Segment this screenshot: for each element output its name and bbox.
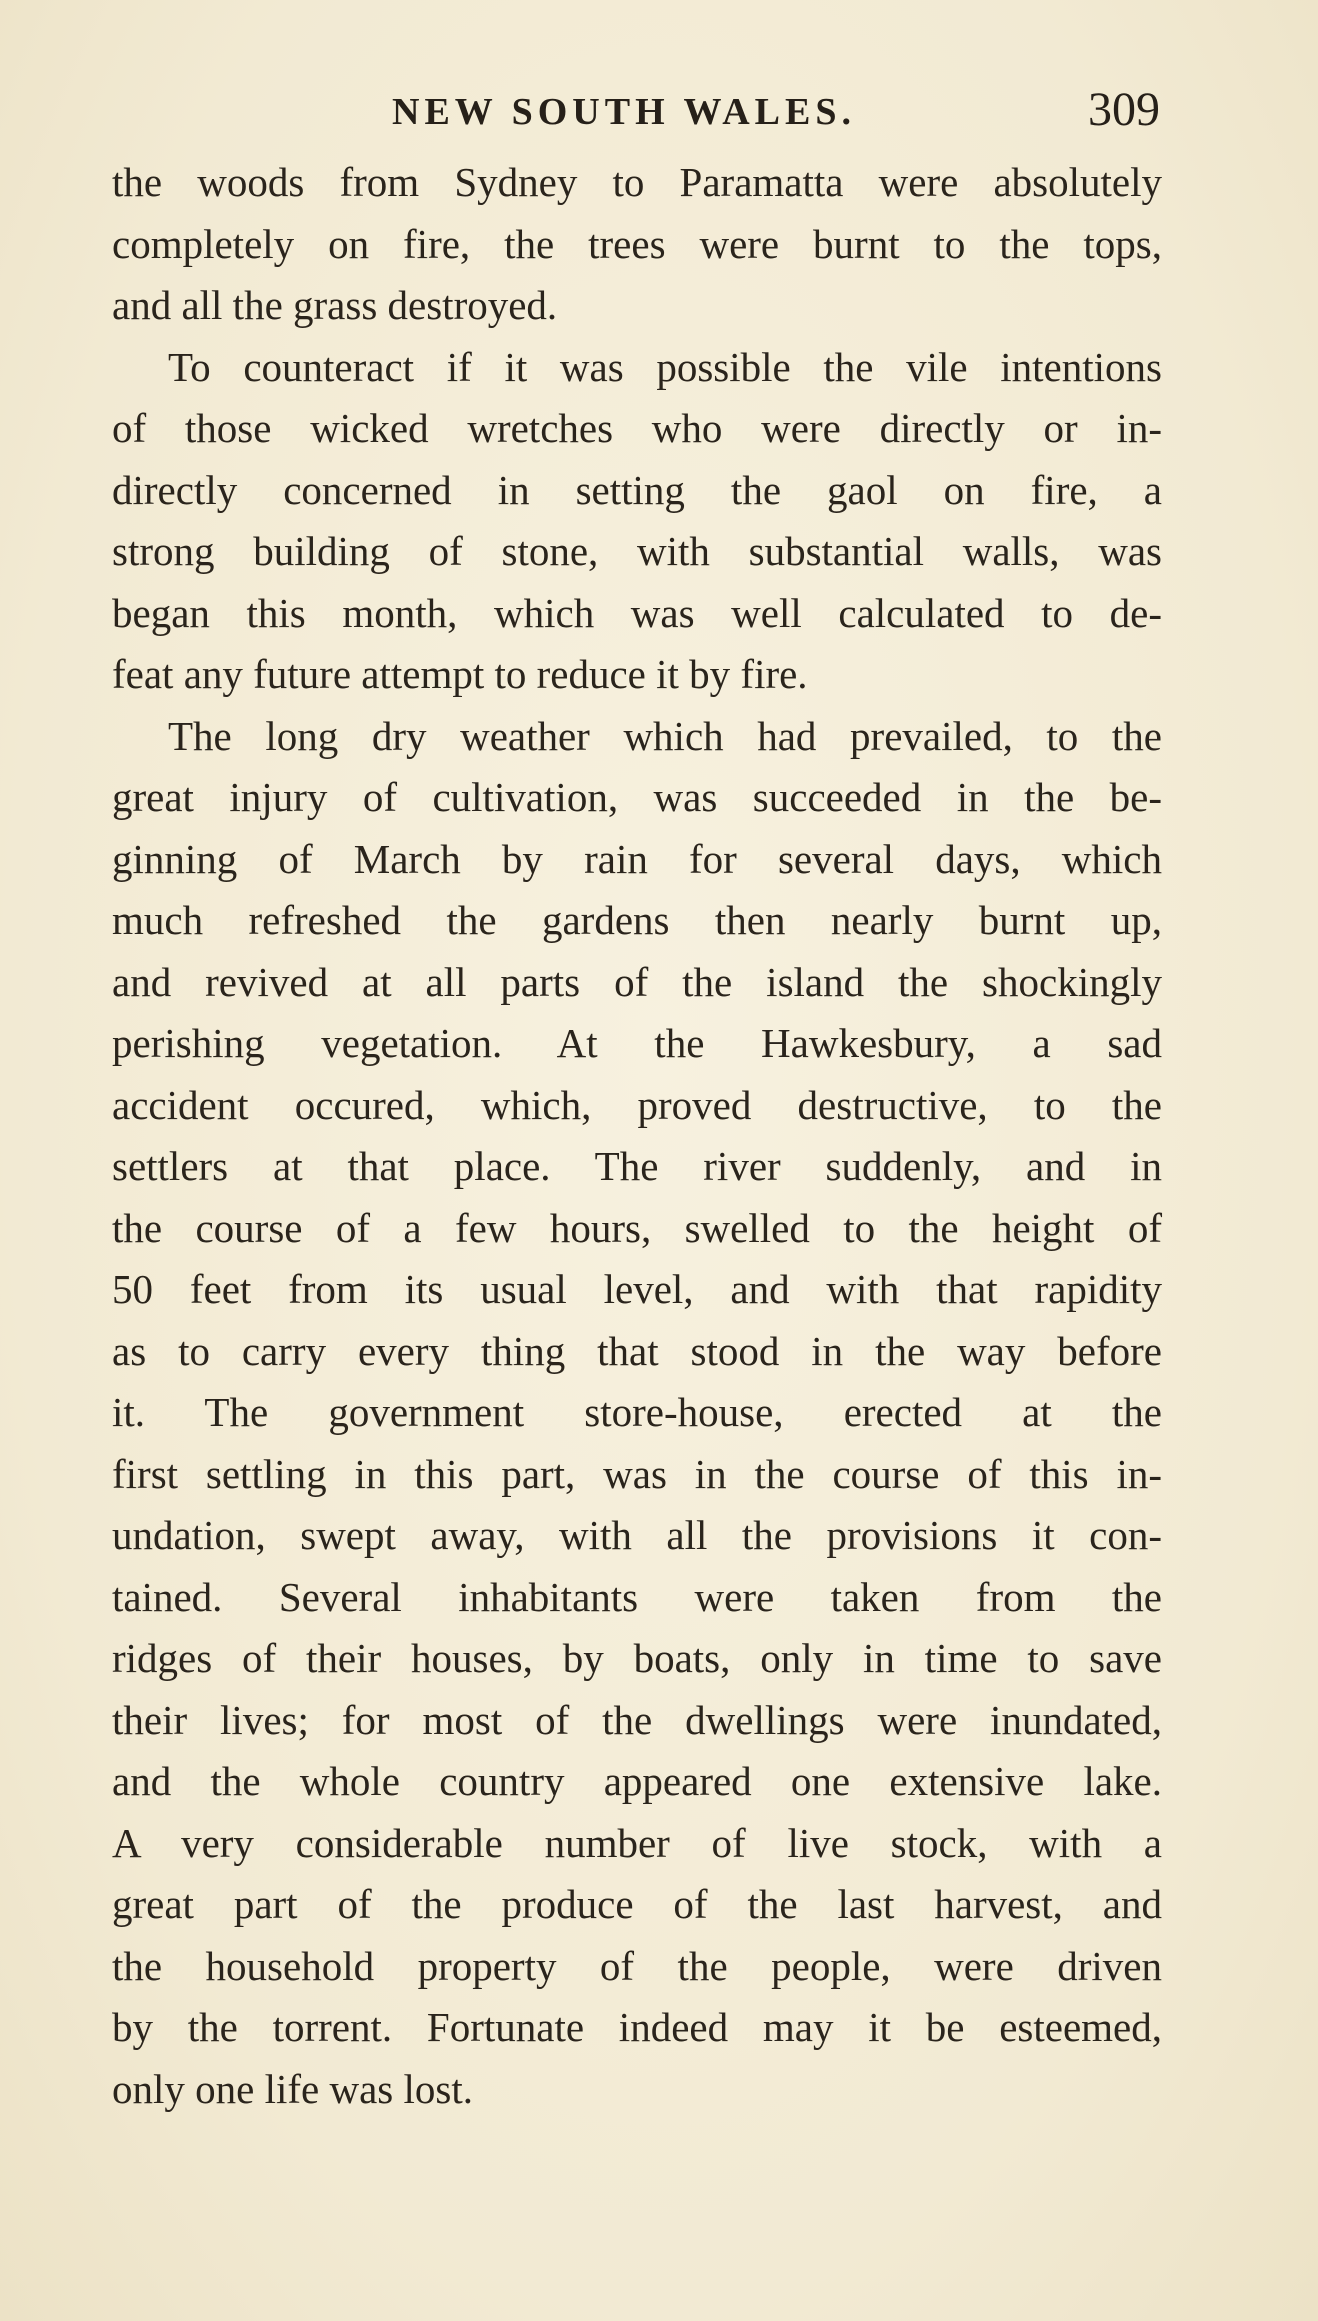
text-line: only one life was lost. — [112, 2065, 473, 2112]
text-line: much refreshed the gardens then nearly burnt up, — [112, 897, 1162, 943]
text-line: first settling in this part, was in the course of this in- — [112, 1450, 1162, 1497]
text-line: by the torrent. Fortunate indeed may it be esteemed, — [112, 2004, 1162, 2050]
text-line: and revived at all parts of the island the shockingly — [112, 958, 1162, 1005]
text-line: completely on fire, the trees were burnt to the tops, — [112, 220, 1162, 267]
text-line: the woods from Sydney to Paramatta were absolutely — [112, 159, 1162, 205]
text-line: feat any future attempt to reduce it by fire. — [112, 651, 808, 697]
text-line: 50 feet from its usual level, and with that rapidity — [112, 1266, 1162, 1312]
text-line: settlers at that place. The river suddenly, and in — [112, 1143, 1162, 1189]
text-line: and all the grass destroyed. — [112, 282, 558, 328]
text-line: their lives; for most of the dwellings were inundated, — [112, 1696, 1162, 1743]
text-line: great injury of cultivation, was succeeded in the be- — [112, 774, 1162, 820]
text-line: great part of the produce of the last harvest, and — [112, 1881, 1162, 1927]
text-line: of those wicked wretches who were directly or in- — [112, 405, 1162, 451]
text-line: began this month, which was well calculated to de- — [112, 589, 1162, 636]
page-header — [110, 82, 1160, 142]
text-line: A very considerable number of live stock, with a — [112, 1819, 1162, 1866]
text-line: it. The government store-house, erected at the — [112, 1389, 1162, 1435]
text-line: the course of a few hours, swelled to the height of — [112, 1204, 1162, 1251]
text-line: perishing vegetation. At the Hawkesbury, a sad — [112, 1020, 1162, 1066]
body-text — [112, 152, 1162, 2120]
text-line: ginning of March by rain for several days, which — [112, 835, 1162, 882]
text-line: ridges of their houses, by boats, only in time to save — [112, 1635, 1162, 1681]
text-line: undation, swept away, with all the provisions it con- — [112, 1512, 1162, 1558]
text-line: and the whole country appeared one extensive lake. — [112, 1758, 1162, 1804]
text-line: directly concerned in setting the gaol on fire, a — [112, 466, 1162, 513]
text-line: accident occured, which, proved destructive, to the — [112, 1081, 1162, 1128]
text-line: To counteract if it was possible the vile intentions — [168, 343, 1162, 390]
text-line: The long dry weather which had prevailed, to the — [168, 712, 1162, 759]
text-line: strong building of stone, with substantial walls, was — [112, 528, 1162, 574]
text-line: tained. Several inhabitants were taken from the — [112, 1573, 1162, 1620]
text-line: as to carry every thing that stood in the way before — [112, 1327, 1162, 1374]
running-title: NEW SOUTH WALES. — [392, 91, 857, 133]
page-number: 309 — [1088, 83, 1160, 136]
text-line: the household property of the people, were driven — [112, 1942, 1162, 1989]
